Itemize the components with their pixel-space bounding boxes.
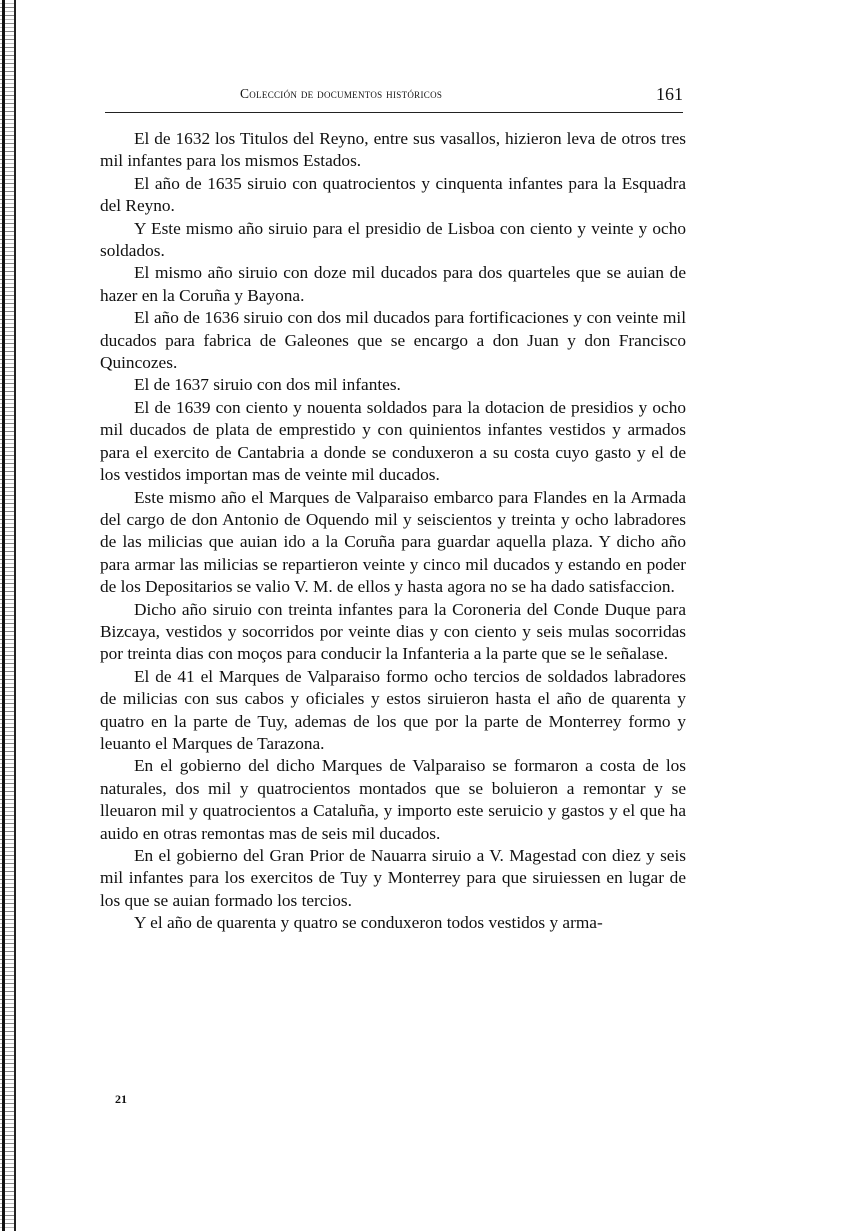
body-text	[100, 128, 686, 935]
paragraph: El de 1637 siruio con dos mil infantes.	[134, 375, 401, 395]
paragraph: En el gobierno del dicho Marques de Valparaiso se formaron a costa de los naturales, dos mil y quatrocientos montados que se boluieron a remontar y se lleuaron mil y quatrocientos a Cataluña, y importo este seruicio y gastos y el que ha auido en otras remontas mas de seis mil ducados.	[100, 756, 686, 843]
paragraph: El de 1639 con ciento y nouenta soldados para la dotacion de presidios y ocho mil ducados de plata de emprestido y con quinientos infantes vestidos y armados para el exercito de Cantabria a donde se conduxeron a su costa cuyo gasto y el de los vestidos importan mas de veinte mil ducados.	[100, 397, 686, 485]
page-number: 161	[656, 84, 683, 104]
paragraph: El de 1632 los Titulos del Reyno, entre sus vasallos, hizieron leva de otros tres mil infantes para los mismos Estados.	[100, 129, 686, 171]
scanned-binding-edge	[0, 0, 16, 1231]
paragraph: El mismo año siruio con doze mil ducados para dos quarteles que se auian de hazer en la Coruña y Bayona.	[100, 263, 686, 305]
running-title: Colección de documentos históricos	[240, 86, 443, 101]
paragraph: Este mismo año el Marques de Valparaiso embarco para Flandes en la Armada del cargo de don Antonio de Oquendo mil y seiscientos y treinta y ocho labradores de las milicias que auian ido a la Coruña para guardar aquella plaza. Y dicho año para armar las milicias se repartieron veinte y cinco mil ducados y estando en poder de los Depositarios se valio V. M. de ellos y hasta agora no se ha dado satisfaccion.	[100, 487, 686, 597]
signature-mark: 21	[115, 1092, 127, 1106]
paragraph: Y el año de quarenta y quatro se conduxeron todos vestidos y arma-	[134, 913, 603, 933]
paragraph: El año de 1635 siruio con quatrocientos y cinquenta infantes para la Esquadra del Reyno.	[100, 173, 686, 216]
paragraph: El de 41 el Marques de Valparaiso formo ocho tercios de soldados labradores de milicias con sus cabos y oficiales y estos siruieron hasta el año de quarenta y quatro en la parte de Tuy, ademas de los que por la parte de Monterrey formo y leuanto el Marques de Tarazona.	[100, 666, 686, 753]
paragraph: Dicho año siruio con treinta infantes para la Coroneria del Conde Duque para Bizcaya, vestidos y socorridos por veinte dias y con ciento y seis mulas socorridas por treinta dias con moços para conducir la Infanteria a la parte que se le señalase.	[100, 599, 686, 664]
paragraph: En el gobierno del Gran Prior de Nauarra siruio a V. Magestad con diez y seis mil infantes para los exercitos de Tuy y Monterrey para que siruiessen en lugar de los que se auian formado los tercios.	[100, 846, 686, 910]
running-head	[105, 82, 683, 113]
paragraph: Y Este mismo año siruio para el presidio de Lisboa con ciento y veinte y ocho soldados.	[100, 218, 686, 261]
paragraph: El año de 1636 siruio con dos mil ducados para fortificaciones y con veinte mil ducados para fabrica de Galeones que se encargo a don Juan y don Francisco Quincozes.	[100, 308, 686, 373]
